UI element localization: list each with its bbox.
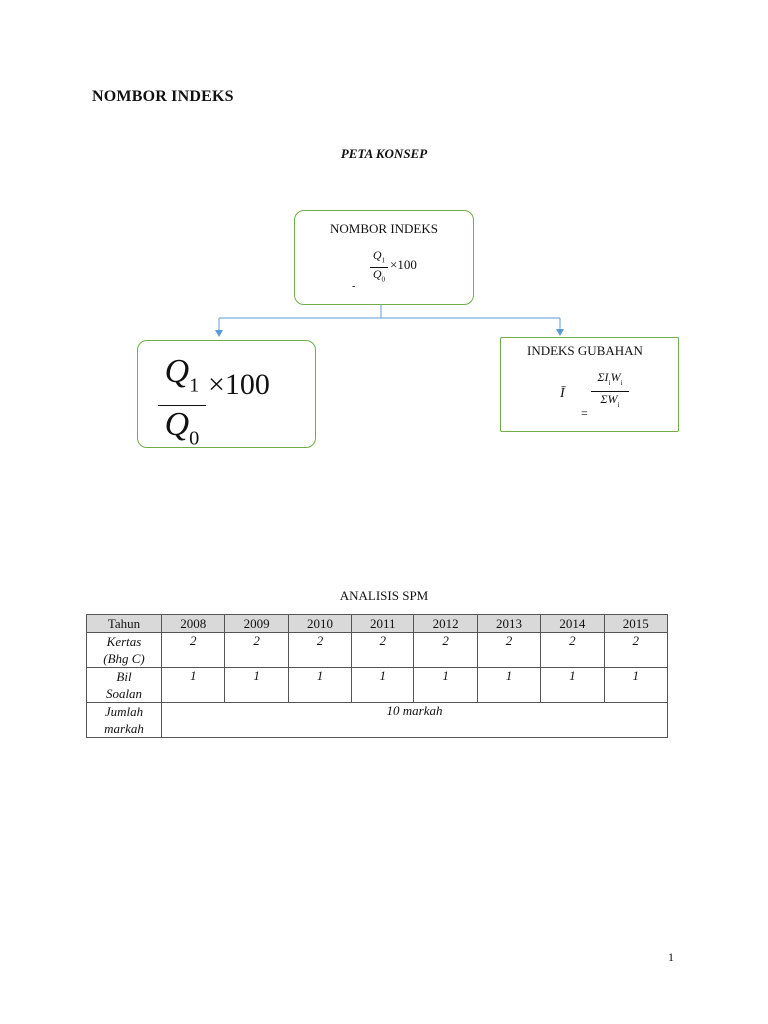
spm-analysis-table (86, 614, 668, 738)
formula-fraction-large: $Q_1$ $Q_0$ (158, 353, 206, 457)
arrow-right-head (556, 329, 564, 336)
merged-total-cell: 10 markah (162, 703, 668, 738)
table-header-row (87, 615, 668, 633)
table-cell: 1 (225, 668, 288, 703)
table-row (87, 633, 668, 668)
table-cell: 1 (414, 668, 477, 703)
table-cell: 1 (477, 668, 540, 703)
formula-multiplier: ×100 (390, 257, 417, 272)
box-label: INDEKS GUBAHAN (527, 343, 643, 358)
concept-box-nombor-indeks (294, 210, 474, 305)
document-title: NOMBOR INDEKS (92, 88, 234, 105)
header-cell: 2012 (414, 615, 477, 633)
header-cell: 2009 (225, 615, 288, 633)
row-label: Kertas (Bhg C) (87, 633, 162, 668)
table-cell: 2 (604, 633, 667, 668)
table-cell: 1 (162, 668, 225, 703)
header-cell: 2010 (288, 615, 351, 633)
table-row (87, 703, 668, 738)
composite-index-symbol: Ī (560, 386, 565, 401)
table-cell: 1 (541, 668, 604, 703)
table-cell: 2 (414, 633, 477, 668)
concept-map-title: PETA KONSEP (340, 146, 428, 161)
table-cell: 2 (288, 633, 351, 668)
header-cell: 2011 (352, 615, 414, 633)
table-cell: 1 (288, 668, 351, 703)
formula-multiplier-large: ×100 (208, 368, 270, 401)
table-cell: 1 (604, 668, 667, 703)
box-label: NOMBOR INDEKS (330, 221, 438, 236)
table-row (87, 668, 668, 703)
formula-fraction: $Q_1$ $Q_0$ (370, 249, 388, 287)
row-label: Jumlah markah (87, 703, 162, 738)
header-cell: Tahun (87, 615, 162, 633)
table-cell: 2 (352, 633, 414, 668)
header-cell: 2013 (477, 615, 540, 633)
table-cell: 2 (225, 633, 288, 668)
row-label: Bil Soalan (87, 668, 162, 703)
composite-fraction: $\Sigma I_iW_i$ $\Sigma W_i$ (591, 370, 629, 413)
header-cell: 2008 (162, 615, 225, 633)
table-cell: 2 (541, 633, 604, 668)
equals-sign: = (581, 406, 588, 420)
table-cell: 2 (162, 633, 225, 668)
analysis-title: ANALISIS SPM (339, 588, 429, 603)
concept-box-indeks-gubahan (500, 337, 679, 432)
header-cell: 2014 (541, 615, 604, 633)
table-cell: 2 (477, 633, 540, 668)
page-number: 1 (668, 950, 674, 964)
table-cell: 1 (352, 668, 414, 703)
arrow-left-head (215, 330, 223, 337)
concept-box-simple-index (137, 340, 316, 448)
header-cell: 2015 (604, 615, 667, 633)
stray-mark: - (352, 281, 356, 292)
